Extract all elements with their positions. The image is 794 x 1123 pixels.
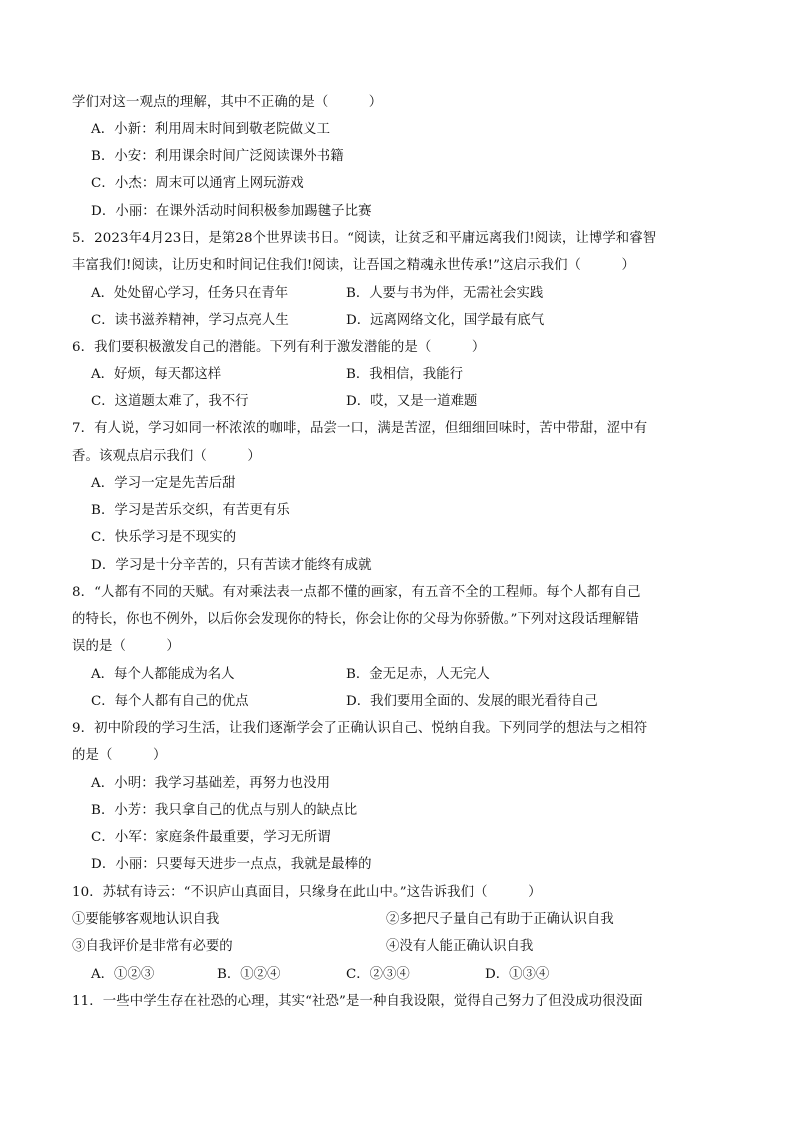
option-a: A．每个人都能成为名人 xyxy=(91,667,235,682)
option-c: C．②③④ xyxy=(346,967,410,982)
question-text: 学们对这一观点的理解，其中不正确的是（ ） xyxy=(72,95,383,110)
option-d: D．小丽：在课外活动时间积极参加踢毽子比赛 xyxy=(91,204,372,219)
question-9-line-2: 的是（ ） xyxy=(72,748,167,763)
question-8-line-2: 的特长，你也不例外，以后你会发现你的特长，你会让你的父母为你骄傲。”下列对这段话理解错 xyxy=(72,612,639,627)
option-d: D．哎，又是一道难题 xyxy=(346,394,478,409)
option-d: D．远离网络文化，国学最有底气 xyxy=(346,313,545,328)
question-5-line-1: 5．2023年4月23日，是第28个世界读书日。“阅读，让贫乏和平庸远离我们!阅读，让博学和睿智 xyxy=(72,231,657,246)
option-c: C．这道题太难了，我不行 xyxy=(91,394,249,409)
question-6: 6．我们要积极激发自己的潜能。下列有利于激发潜能的是（ ） xyxy=(72,340,486,355)
option-a: A．处处留心学习，任务只在青年 xyxy=(91,286,289,301)
option-d: D．小丽：只要每天进步一点点，我就是最棒的 xyxy=(91,857,372,872)
option-c: C．小杰：周末可以通宵上网玩游戏 xyxy=(91,176,304,191)
question-7-line-2: 香。该观点启示我们（ ） xyxy=(72,449,261,464)
option-b: B．小安：利用课余时间广泛阅读课外书籍 xyxy=(91,149,344,164)
option-b: B．小芳：我只拿自己的优点与别人的缺点比 xyxy=(91,803,358,818)
statement-2: ②多把尺子量自己有助于正确认识自我 xyxy=(386,912,614,927)
option-b: B．学习是苦乐交织，有苦更有乐 xyxy=(91,503,290,518)
statement-4: ④没有人能正确认识自我 xyxy=(386,939,534,954)
question-7-line-1: 7．有人说，学习如同一杯浓浓的咖啡，品尝一口，满是苦涩，但细细回味时，苦中带甜，涩中有 xyxy=(72,421,648,436)
option-b: B．我相信，我能行 xyxy=(346,367,463,382)
question-8-line-1: 8．“人都有不同的天赋。有对乘法表一点都不懂的画家，有五音不全的工程师。每个人都有自己 xyxy=(72,585,641,600)
statement-3: ③自我评价是非常有必要的 xyxy=(72,939,233,954)
option-b: B．①②④ xyxy=(217,967,281,982)
option-a: A．小明：我学习基础差，再努力也没用 xyxy=(91,776,331,791)
question-11-line-1: 11．一些中学生存在社恐的心理，其实“社恐”是一种自我设限，觉得自己努力了但没成功很没面 xyxy=(72,994,643,1009)
question-10: 10．苏轼有诗云：“不识庐山真面目，只缘身在此山中。”这告诉我们（ ） xyxy=(72,885,542,900)
option-c: C．快乐学习是不现实的 xyxy=(91,530,237,545)
option-a: A．学习一定是先苦后甜 xyxy=(91,476,236,491)
option-d: D．学习是十分辛苦的，只有苦读才能终有成就 xyxy=(91,558,372,573)
question-5-line-2: 丰富我们!阅读，让历史和时间记住我们!阅读，让吾国之精魂永世传承!”这启示我们（ ） xyxy=(72,258,636,273)
question-8-line-3: 误的是（ ） xyxy=(72,639,180,654)
option-a: A．①②③ xyxy=(91,967,155,982)
question-9-line-1: 9．初中阶段的学习生活，让我们逐渐学会了正确认识自己、悦纳自我。下列同学的想法与之相符 xyxy=(72,721,648,736)
option-d: D．①③④ xyxy=(485,967,550,982)
option-a: A．好烦，每天都这样 xyxy=(91,367,222,382)
option-b: B．金无足赤，人无完人 xyxy=(346,667,490,682)
option-b: B．人要与书为伴，无需社会实践 xyxy=(346,286,544,301)
option-d: D．我们要用全面的、发展的眼光看待自己 xyxy=(346,694,598,709)
option-c: C．每个人都有自己的优点 xyxy=(91,694,249,709)
option-c: C．小军：家庭条件最重要，学习无所谓 xyxy=(91,830,331,845)
option-c: C．读书滋养精神，学习点亮人生 xyxy=(91,313,289,328)
option-a: A．小新：利用周末时间到敬老院做义工 xyxy=(91,122,331,137)
statement-1: ①要能够客观地认识自我 xyxy=(72,912,220,927)
